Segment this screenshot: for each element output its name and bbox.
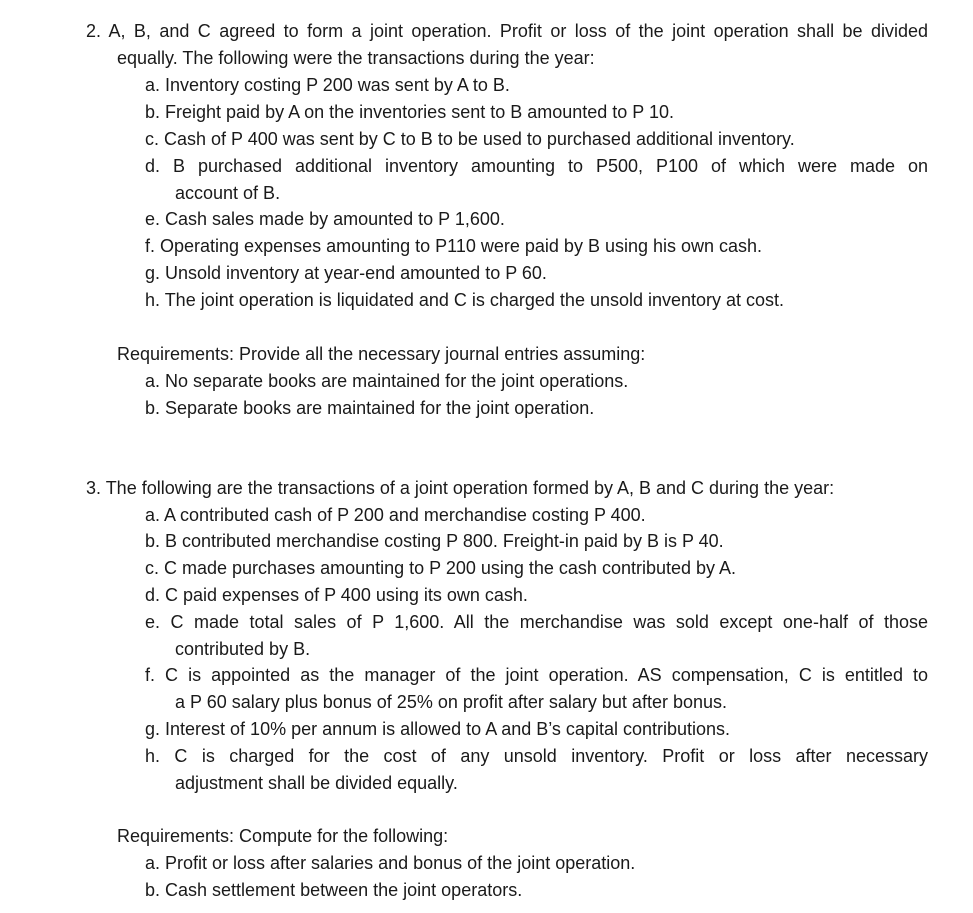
problem2-item-b: b. Freight paid by A on the inventories sent to B amounted to P 10. [145,102,675,122]
problem2-requirement-a: a. No separate books are maintained for the joint operations. [145,371,629,391]
problem3-requirement-b: b. Cash settlement between the joint operators. [145,880,523,900]
problem3-item-a: a. A contributed cash of P 200 and merchandise costing P 400. [145,505,646,525]
problem2-requirement-b: b. Separate books are maintained for the joint operation. [145,398,595,418]
problem2-item-e: e. Cash sales made by amounted to P 1,600. [145,209,505,229]
problem2-item-a: a. Inventory costing P 200 was sent by A to B. [145,75,510,95]
problem3-item-h-cont: adjustment shall be divided equally. [175,773,458,793]
problem3-item-g: g. Interest of 10% per annum is allowed to A and B’s capital contributions. [145,719,731,739]
problem3-item-b: b. B contributed merchandise costing P 800. Freight-in paid by B is P 40. [145,531,724,551]
problem2-intro-line1: 2. A, B, and C agreed to form a joint operation. Profit or loss of the joint operation shall be divided [86,21,928,41]
problem3-item-e: e. C made total sales of P 1,600. All the merchandise was sold except one-half of those [145,612,928,632]
problem3-item-f: f. C is appointed as the manager of the joint operation. AS compensation, C is entitled to [145,665,928,685]
problem2-requirements-title: Requirements: Provide all the necessary journal entries assuming: [117,344,646,364]
problem3-item-h: h. C is charged for the cost of any unsold inventory. Profit or loss after necessary [145,746,928,766]
problem3-requirement-a: a. Profit or loss after salaries and bonus of the joint operation. [145,853,636,873]
problem3-item-c: c. C made purchases amounting to P 200 using the cash contributed by A. [145,558,737,578]
problem3-intro-line1: 3. The following are the transactions of a joint operation formed by A, B and C during the year: [86,478,835,498]
problem2-item-h: h. The joint operation is liquidated and C is charged the unsold inventory at cost. [145,290,785,310]
problem2-item-d: d. B purchased additional inventory amounting to P500, P100 of which were made on [145,156,928,176]
problem3-requirements-title: Requirements: Compute for the following: [117,826,449,846]
problem2-item-f: f. Operating expenses amounting to P110 were paid by B using his own cash. [145,236,763,256]
problem2-item-c: c. Cash of P 400 was sent by C to B to be used to purchased additional inventory. [145,129,795,149]
problem3-item-e-cont: contributed by B. [175,639,311,659]
problem2-intro-line2: equally. The following were the transactions during the year: [117,48,595,68]
problem3-item-f-cont: a P 60 salary plus bonus of 25% on profit after salary but after bonus. [175,692,727,712]
problem2-item-g: g. Unsold inventory at year-end amounted to P 60. [145,263,547,283]
problem2-item-d-cont: account of B. [175,183,281,203]
problem3-item-d: d. C paid expenses of P 400 using its own cash. [145,585,528,605]
